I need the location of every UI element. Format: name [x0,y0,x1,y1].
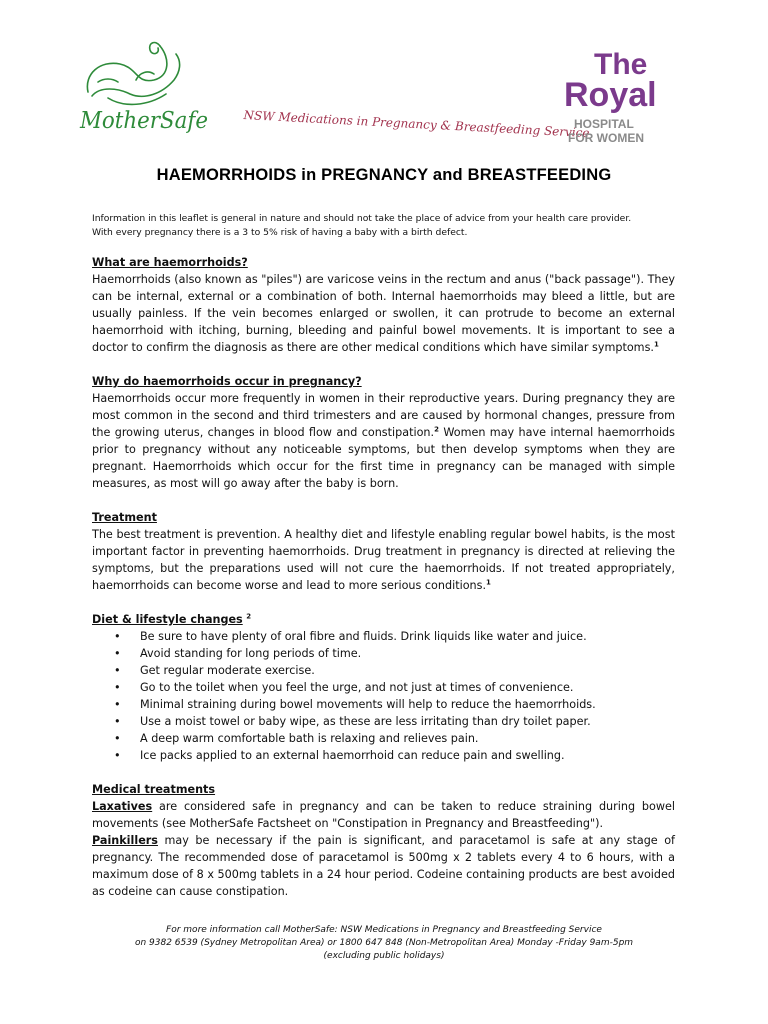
disclaimer-line: With every pregnancy there is a 3 to 5% risk of having a baby with a birth defect. [92,227,468,238]
svg-text:HOSPITAL: HOSPITAL [574,117,634,131]
list-item: • Avoid standing for long periods of time. [114,645,675,662]
laxatives-paragraph: Laxatives are considered safe in pregnancy and can be taken to reduce straining during bowel movements (see MotherSafe Factsheet on "Constipation in Pregnancy and Breastfeeding"). [92,800,675,830]
section-treatment [92,509,675,594]
laxatives-label: Laxatives [92,800,153,813]
section-heading: Medical treatments [92,783,216,796]
section-body: The best treatment is prevention. A healthy diet and lifestyle enabling regular bowel habits, is the most important factor in preventing haemorrhoids. Drug treatment in pregnancy is directed at relieving the symptoms, but the preparations used will not cure the haemorrhoids. If not treated appropriately, haemorrhoids can become worse and lead to more serious conditions.$^1$ [92,528,675,592]
section-heading-row [92,611,675,628]
page-title: HAEMORRHOIDS in PREGNANCY and BREASTFEEDING [156,166,612,184]
diet-list [92,628,675,764]
main-content [92,254,675,917]
painkillers-paragraph: Painkillers may be necessary if the pain is significant, and paracetamol is safe at any stage of pregnancy. The recommended dose of paracetamol is 500mg x 2 tablets every 4 to 6 hours, with a maximum dose of 8 x 500mg tablets in a 24 hour period. Codeine containing products are best avoided as codeine can cause constipation. [92,834,675,898]
reference-marker: 2 [434,425,439,434]
reference-marker: 1 [486,578,491,587]
section-heading: Treatment [92,511,157,524]
mothersafe-logo-text: MotherSafe [79,108,208,134]
footer-contact [0,924,768,963]
section-diet [92,611,675,764]
list-item: • Ice packs applied to an external haemorrhoid can reduce pain and swelling. [114,747,675,764]
section-heading: What are haemorrhoids? [92,256,248,269]
section-what [92,254,675,356]
list-item: • A deep warm comfortable bath is relaxing and relieves pain. [114,730,675,747]
footer-line: (excluding public holidays) [323,951,445,961]
royal-hospital-logo [560,44,690,148]
list-item: • Use a moist towel or baby wipe, as these are less irritating than dry toilet paper. [114,713,675,730]
section-body: Haemorrhoids occur more frequently in women in their reproductive years. During pregnancy they are most common in the second and third trimesters and are caused by hormonal changes, pressure from the growing uterus, changes in blood flow and constipation.$^2$ Women may have internal haemorrhoids prior to pregnancy without any noticeable symptoms, but then develop symptoms when they are pregnant. Haemorrhoids which occur for the first time in pregnancy can be managed with simple measures, as most will go away after the baby is born. [92,392,675,490]
footer-line: on 9382 6539 (Sydney Metropolitan Area) or 1800 647 848 (Non-Metropolitan Area) Monday -Friday 9am-5pm [134,938,634,948]
section-medical [92,781,675,900]
reference-marker: 2 [246,612,252,621]
list-item: • Minimal straining during bowel movements will help to reduce the haemorrhoids. [114,696,675,713]
svg-text:The: The [594,48,648,81]
section-heading: Why do haemorrhoids occur in pregnancy? [92,375,362,388]
list-item: • Go to the toilet when you feel the urge, and not just at times of convenience. [114,679,675,696]
disclaimer [92,212,682,240]
section-body: Haemorrhoids (also known as "piles") are varicose veins in the rectum and anus ("back passage"). They can be internal, external or a combination of both. Internal haemorrhoids may bleed a little, but are usually painless. If the vein becomes enlarged or swollen, it can protrude to become an external haemorrhoid with itching, burning, bleeding and painful bowel movements. It is important to see a doctor to confirm the diagnosis as there are other medical conditions which have similar symptoms.$^1$ [92,273,675,354]
mothersafe-logo [78,36,213,146]
section-heading: Diet & lifestyle changes [92,613,243,626]
list-item: • Be sure to have plenty of oral fibre and fluids. Drink liquids like water and juice. [114,628,675,645]
footer-line: For more information call MotherSafe: NSW Medications in Pregnancy and Breastfeeding Service [166,925,602,935]
painkillers-label: Painkillers [92,834,158,847]
svg-text:Royal: Royal [564,76,657,114]
reference-marker: 1 [653,340,659,349]
service-tagline: NSW Medications in Pregnancy & Breastfeeding Service [243,108,590,141]
disclaimer-line: Information in this leaflet is general in nature and should not take the place of advice from your health care provider. [92,213,632,224]
list-item: • Get regular moderate exercise. [114,662,675,679]
svg-text:FOR WOMEN: FOR WOMEN [568,131,644,145]
section-why [92,373,675,492]
